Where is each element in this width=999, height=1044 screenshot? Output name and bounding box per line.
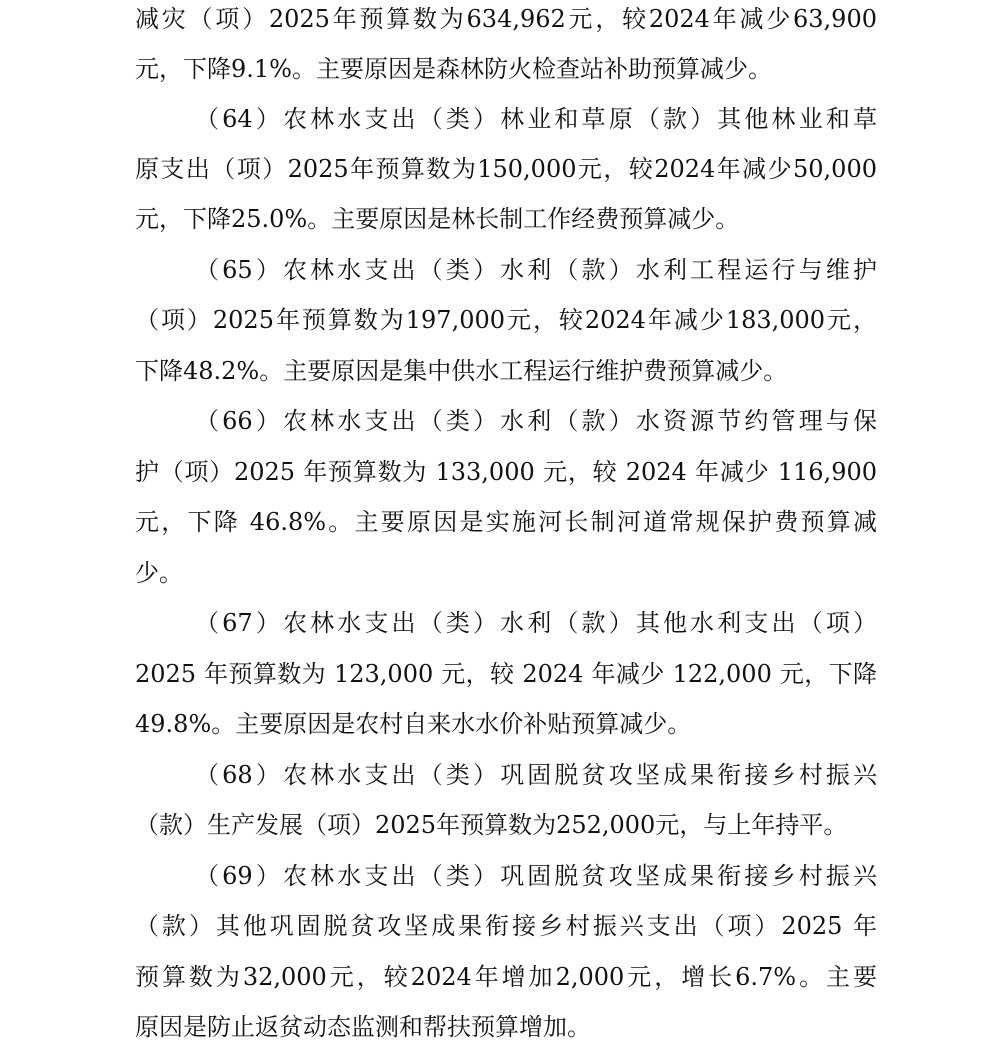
text-line: （款）其他巩固脱贫攻坚成果衔接乡村振兴支出（项）2025 年: [135, 912, 877, 940]
paragraph-66-start: （66）农林水支出（类）水利（款）水资源节约管理与保: [195, 407, 877, 435]
text-line: 2025 年预算数为 123,000 元，较 2024 年减少 122,000 元，下降: [135, 660, 877, 688]
text-line: 元，下降9.1%。主要原因是森林防火检查站补助预算减少。: [135, 55, 772, 83]
text-line: 原支出（项）2025年预算数为150,000元，较2024年减少50,000: [135, 155, 877, 183]
paragraph-65-start: （65）农林水支出（类）水利（款）水利工程运行与维护: [195, 256, 877, 284]
text-line: 49.8%。主要原因是农村自来水水价补贴预算减少。: [135, 710, 692, 738]
paragraph-69-start: （69）农林水支出（类）巩固脱贫攻坚成果衔接乡村振兴: [195, 862, 877, 890]
text-line: 减灾（项）2025年预算数为634,962元，较2024年减少63,900: [135, 5, 877, 33]
paragraph-67-start: （67）农林水支出（类）水利（款）其他水利支出（项）: [195, 609, 877, 637]
text-line: 元，下降25.0%。主要原因是林长制工作经费预算减少。: [135, 205, 740, 233]
paragraph-68-start: （68）农林水支出（类）巩固脱贫攻坚成果衔接乡村振兴: [195, 761, 877, 789]
paragraph-64-start: （64）农林水支出（类）林业和草原（款）其他林业和草: [195, 105, 877, 133]
text-line: 元，下降 46.8%。主要原因是实施河长制河道常规保护费预算减: [135, 508, 877, 536]
text-line: 少。: [135, 559, 183, 587]
text-line: （款）生产发展（项）2025年预算数为252,000元，与上年持平。: [135, 811, 848, 839]
text-line: 护（项）2025 年预算数为 133,000 元，较 2024 年减少 116,900: [135, 458, 877, 486]
text-line: 下降48.2%。主要原因是集中供水工程运行维护费预算减少。: [135, 357, 788, 385]
text-line: 原因是防止返贫动态监测和帮扶预算增加。: [135, 1013, 591, 1041]
text-line: （项）2025年预算数为197,000元，较2024年减少183,000元，: [135, 306, 877, 334]
text-line: 预算数为32,000元，较2024年增加2,000元，增长6.7%。主要: [135, 963, 877, 991]
